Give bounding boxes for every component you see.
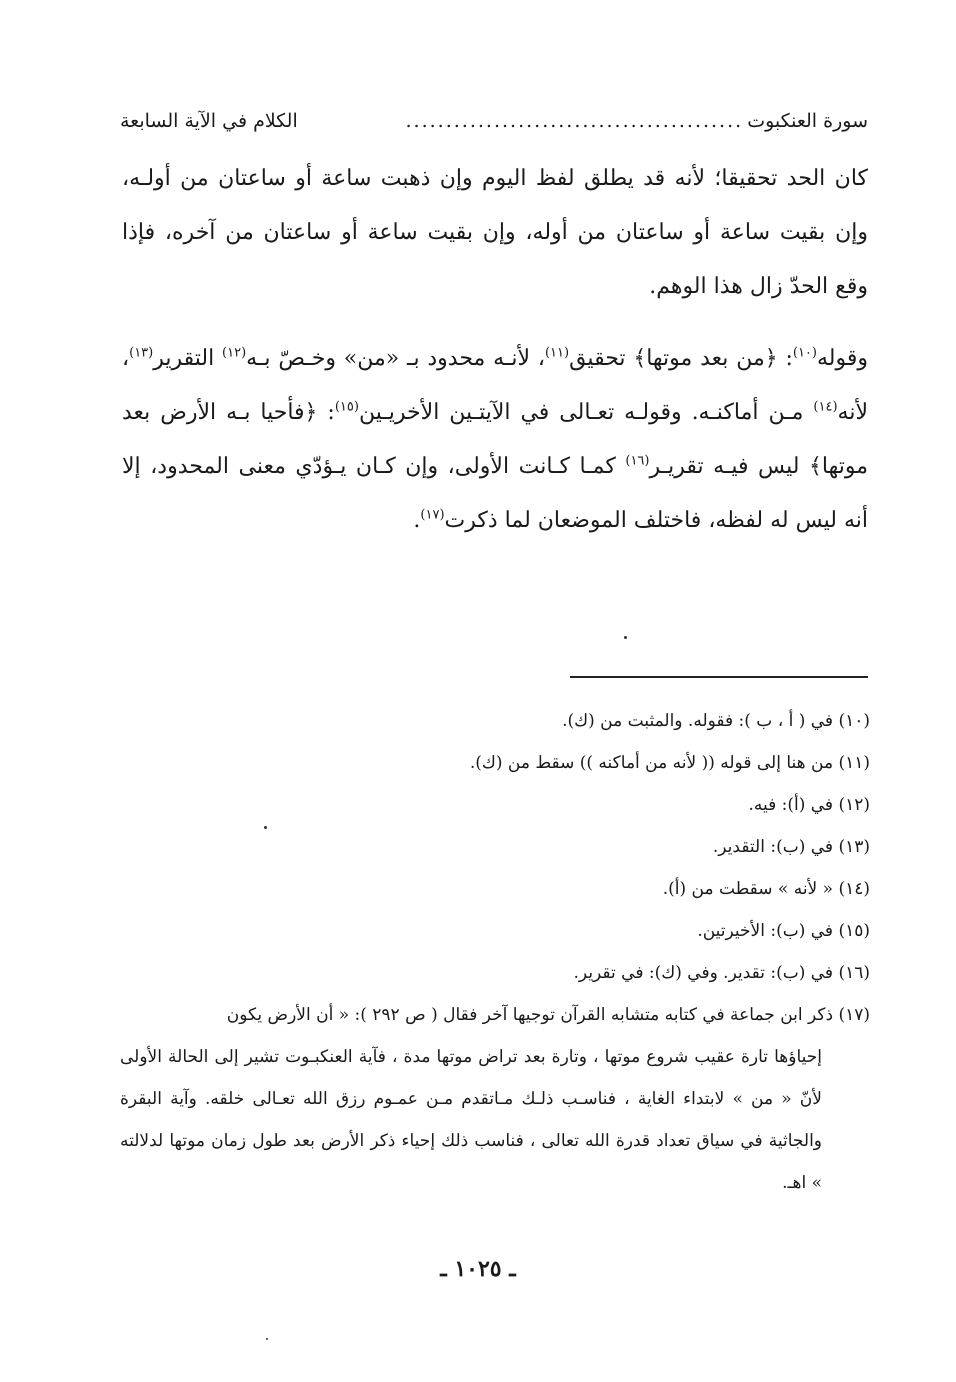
footnote-17-continuation: إحياؤها تارة عقيب شروع موتها ، وتارة بعد تراض موتها مدة ، فآية العنكبـوت تشير إلى الحالة الأولى لأنّ « من » لابتداء الغاية ، فناسـب ذلـك مـاتقدم مـن عمـوم رزق الله تعـالى خلقه. وآية البقرة والجاثية في سياق تعداد قدرة الله تعالى ، فناسب ذلك إحياء ذكر الأرض بعد طول زمان موتها لدلالته » اهـ. (120, 1047, 822, 1193)
footnote-15: (١٥) في (ب): الأخيرتين. (697, 921, 870, 941)
p2-text-7: : ﴿فأحيا بـه الأرض بعد موتها﴾ ليس فيـه تقريـر (122, 400, 868, 479)
p2-text-2: : ﴿من بعد موتها﴾ تحقيق (569, 346, 793, 371)
scan-speck (264, 826, 267, 829)
footnote-separator (570, 676, 868, 678)
footnote-ref-15: (١٥) (334, 399, 359, 415)
header-section-title: الكلام في الآية السابعة (120, 110, 298, 132)
footnote-ref-17: (١٧) (420, 507, 445, 523)
footnote-ref-16: (١٦) (625, 453, 650, 469)
p2-text-4: التقرير (153, 346, 223, 371)
p2-text-5: ، لأنه (122, 346, 868, 425)
footnote-10: (١٠) في ( أ ، ب ): فقوله. والمثبت من (ك). (562, 711, 870, 731)
paragraph-1: كان الحد تحقيقا؛ لأنه قد يطلق لفظ اليوم وإن ذهبت ساعة أو ساعتان من أولـه، وإن بقيت ساعة أو ساعتان من أوله، وإن بقيت ساعة أو ساعتان من آخره، فإذا وقع الحدّ زال هذا الوهم. (122, 166, 868, 299)
running-header (120, 100, 868, 132)
footnote-12: (١٢) في (أ): فيه. (748, 795, 870, 815)
p2-text-6: مـن أماكنـه. وقولـه تعـالى في الآيتـين الأخريـين (358, 400, 814, 425)
p2-text-9: . (413, 508, 421, 533)
footnote-13: (١٣) في (ب): التقدير. (712, 837, 870, 857)
footnotes (120, 700, 870, 1204)
footnote-16: (١٦) في (ب): تقدير. وفي (ك): في تقرير. (573, 963, 870, 983)
footnote-ref-11: (١١) (544, 345, 570, 361)
p2-text-8: كمـا كـانت الأولى، وإن كـان يـؤدّي معنى المحدود، إلا أنه ليس له لفظه، فاختلف الموضعان لما ذكرت (122, 454, 868, 533)
main-text (122, 152, 868, 548)
header-surah-title: سورة العنكبوت (747, 110, 868, 132)
p2-text-1: وقوله (816, 346, 868, 371)
footnote-14: (١٤) « لأنه » سقطت من (أ). (662, 879, 870, 899)
footnote-11: (١١) من هنا إلى قوله (( لأنه من أماكنه )) سقط من (ك). (469, 753, 870, 773)
footnote-ref-10: (١٠) (792, 345, 817, 361)
header-dot-leader: .......................................... (405, 110, 744, 132)
footnote-ref-14: (١٤) (813, 399, 838, 415)
paragraph-2 (122, 332, 868, 548)
page-number: ـ ١٠٢٥ ـ (440, 1256, 516, 1282)
p2-text-3: ، لأنـه محدود بـ «من» وخـصّ بـه (246, 346, 545, 371)
footnote-ref-13: (١٣) (129, 345, 154, 361)
footnote-ref-12: (١٢) (222, 345, 247, 361)
scan-speck (624, 636, 627, 639)
scan-speck (266, 1338, 268, 1340)
footnote-17: (١٧) ذكر ابن جماعة في كتابه متشابه القرآن توجيها آخر فقال ( ص ٢٩٢ ): « أن الأرض يكون (226, 1005, 870, 1025)
